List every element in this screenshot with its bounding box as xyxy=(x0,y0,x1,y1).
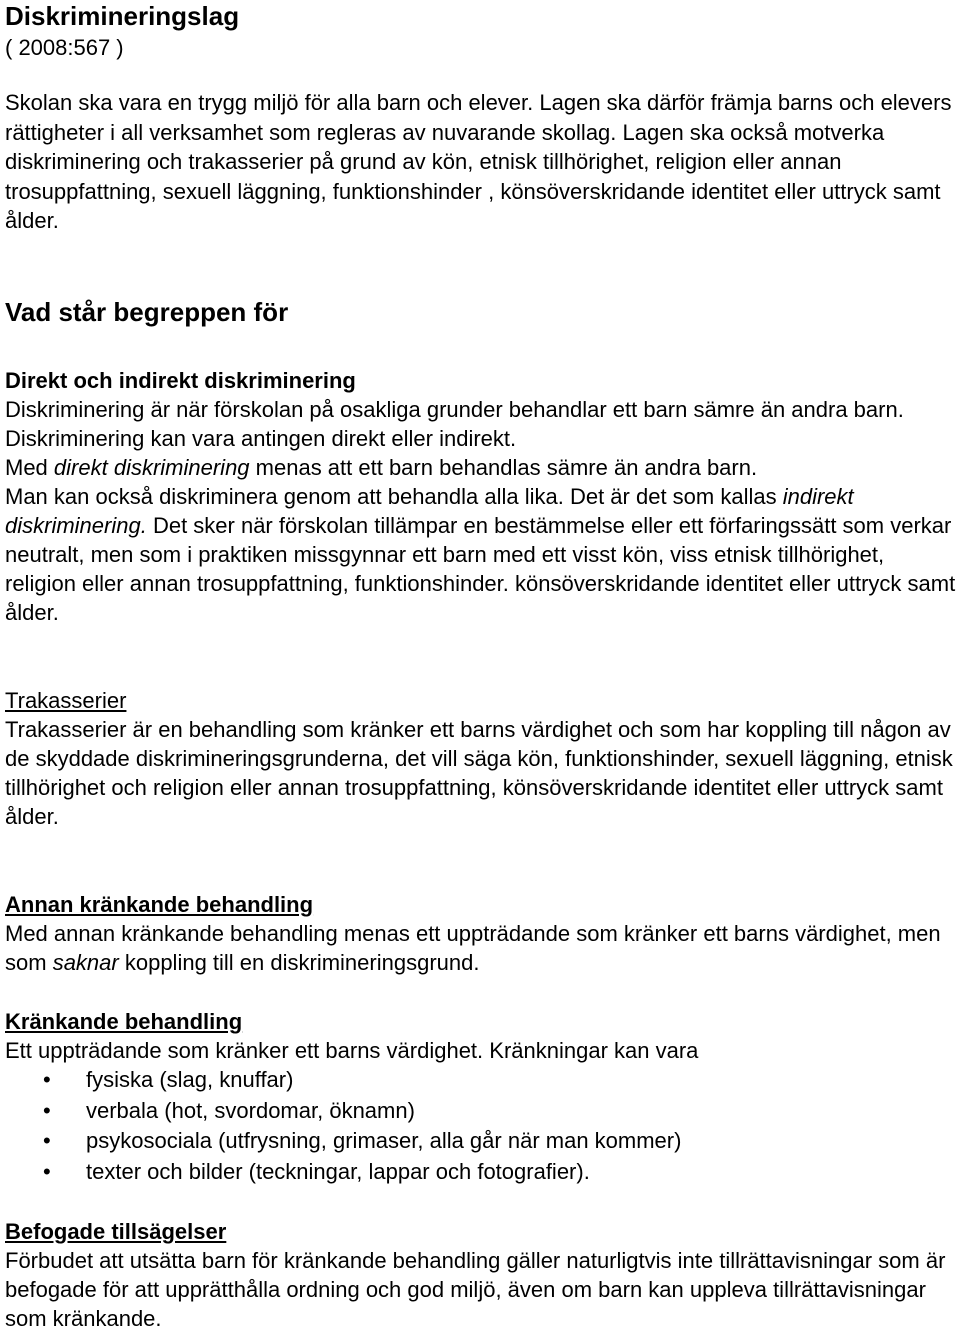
section-paragraph: Trakasserier är en behandling som kränker ett barns värdighet och som har koppling till någon av de skyddade diskrimineringsgrunderna, det vill säga kön, funktionshinder, sexuell läggning, etnisk tillhörighet och religion eller annan trosuppfattning, könsöverskridande identitet eller uttryck samt ålder. xyxy=(5,717,953,829)
text-run: Med xyxy=(5,455,54,480)
text-run: menas att ett barn behandlas sämre än andra barn. xyxy=(249,455,758,480)
section-paragraph: Ett uppträdande som kränker ett barns värdighet. Kränkningar kan vara xyxy=(5,1038,699,1063)
list-item-text: verbala (hot, svordomar, öknamn) xyxy=(86,1097,415,1123)
section-heading: Annan kränkande behandling xyxy=(5,892,314,917)
intro-paragraph: Skolan ska vara en trygg miljö för alla barn och elever. Lagen ska därför främja barns och elevers rättigheter i all verksamhet som regleras av nuvarande skollag. Lagen ska också motverka diskriminering och trakasserier på grund av kön, etnisk tillhörighet, religion eller annan trosuppfattning, sexuell läggning, funktionshinder , könsöverskridande identitet eller uttryck samt ålder. xyxy=(5,90,952,233)
section-paragraph: Förbudet att utsätta barn för kränkande behandling gäller naturligtvis inte tillrättavisningar som är befogade för att upprätthålla ordning och god miljö, även om barn kan uppleva tillrättavisningar som kränkande. xyxy=(5,1248,946,1331)
emphasis-text: direkt diskriminering xyxy=(53,455,250,480)
section-reprimands xyxy=(5,1217,960,1333)
section-other-offensive xyxy=(5,890,960,977)
text-run: Man kan också diskriminera genom att behandla alla lika. Det är det som kallas xyxy=(5,484,783,509)
list-item xyxy=(5,1065,960,1096)
section-paragraph xyxy=(5,453,960,482)
bullet-icon: • xyxy=(43,1067,51,1092)
section-paragraph xyxy=(5,482,960,627)
section-offensive-treatment xyxy=(5,1007,960,1187)
list-item-text: fysiska (slag, knuffar) xyxy=(86,1067,294,1092)
list-item xyxy=(5,1096,960,1127)
emphasis-text: saknar xyxy=(52,950,119,975)
bullet-icon: • xyxy=(43,1158,51,1184)
text-run: Det sker när förskolan tillämpar en bestämmelse eller ett förfaringssätt som verkar neutralt, men som i praktiken missgynnar ett barn med ett visst kön, viss etnisk tillhörighet, religion eller annan trosuppfattning, funktionshinder. könsöverskridande identitet eller uttryck samt ålder. xyxy=(5,513,956,625)
list-item xyxy=(5,1157,960,1188)
text-run: koppling till en diskrimineringsgrund. xyxy=(118,950,480,975)
law-reference: ( 2008:567 ) xyxy=(5,35,124,60)
concepts-heading: Vad står begreppen för xyxy=(5,297,289,327)
section-direct-indirect xyxy=(5,366,960,627)
section-paragraph: Diskriminering är när förskolan på osakliga grunder behandlar ett barn sämre än andra barn. Diskriminering kan vara antingen direkt eller indirekt. xyxy=(5,397,904,451)
bullet-list xyxy=(5,1065,960,1187)
bullet-icon: • xyxy=(43,1128,51,1153)
section-heading: Trakasserier xyxy=(5,688,127,713)
document-title: Diskrimineringslag xyxy=(5,1,240,31)
emphasis-text: indirekt diskriminering. xyxy=(5,484,854,538)
section-heading: Direkt och indirekt diskriminering xyxy=(5,368,356,393)
bullet-icon: • xyxy=(43,1097,51,1123)
list-item xyxy=(5,1126,960,1157)
section-heading: Kränkande behandling xyxy=(5,1009,243,1034)
section-heading: Befogade tillsägelser xyxy=(5,1219,227,1244)
section-paragraph xyxy=(5,919,960,977)
list-item-text: psykosociala (utfrysning, grimaser, alla går när man kommer) xyxy=(86,1128,682,1153)
text-run: Med annan kränkande behandling menas ett uppträdande som kränker ett barns värdighet, men som xyxy=(5,921,941,975)
section-harassment xyxy=(5,686,960,831)
list-item-text: texter och bilder (teckningar, lappar och fotografier). xyxy=(86,1158,590,1184)
